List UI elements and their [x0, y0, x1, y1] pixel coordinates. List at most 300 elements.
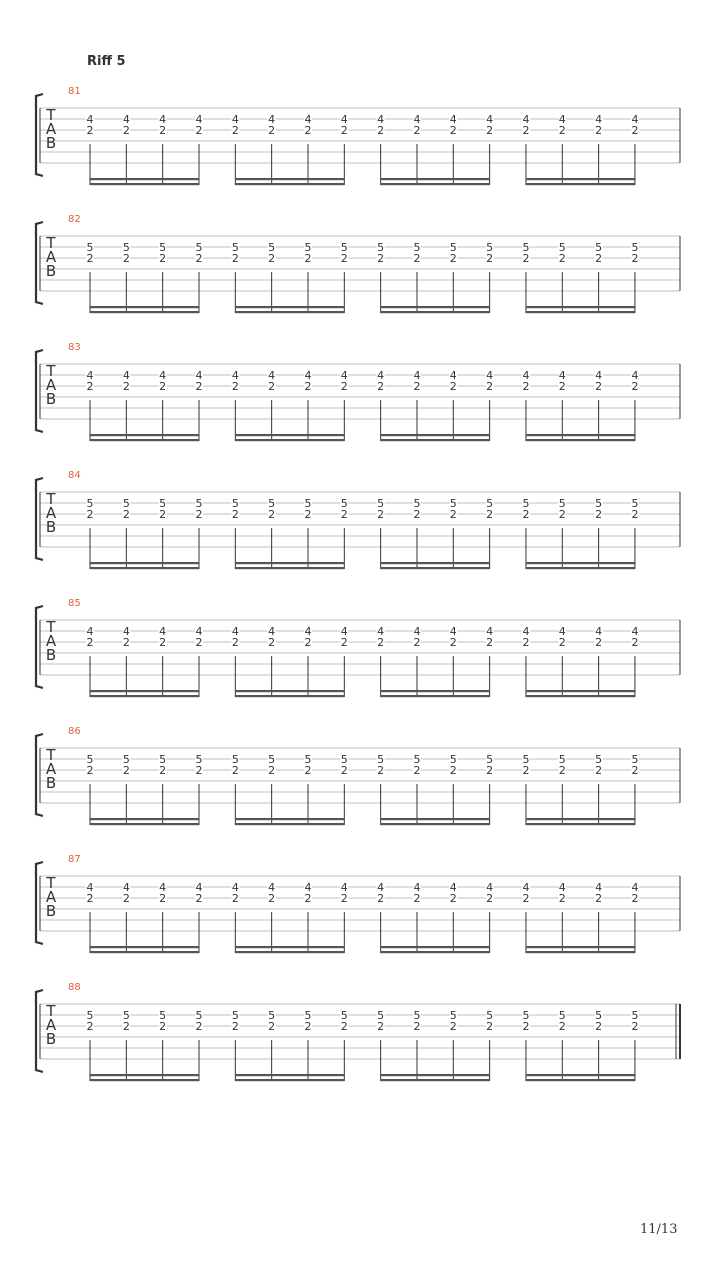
fret-number-bottom: 2 [304, 764, 312, 777]
fret-number-top: 4 [449, 369, 457, 382]
beam [235, 434, 344, 436]
tab-clef-letter: B [45, 262, 57, 280]
beam [235, 690, 344, 692]
fret-number-top: 4 [631, 881, 639, 894]
fret-number-top: 5 [304, 241, 312, 254]
tab-system [0, 598, 720, 708]
fret-number-top: 4 [122, 881, 130, 894]
fret-number-bottom: 2 [413, 764, 421, 777]
fret-number-bottom: 2 [86, 636, 94, 649]
fret-number-bottom: 2 [631, 892, 639, 905]
measure-number: 81 [68, 86, 81, 97]
beam [526, 562, 635, 564]
fret-number-bottom: 2 [304, 252, 312, 265]
fret-number-top: 4 [86, 625, 94, 638]
tab-staff [0, 214, 720, 324]
fret-number-bottom: 2 [377, 380, 385, 393]
fret-number-bottom: 2 [413, 124, 421, 137]
fret-number-bottom: 2 [413, 892, 421, 905]
fret-number-top: 4 [558, 369, 566, 382]
fret-number-bottom: 2 [159, 380, 167, 393]
beam [526, 1079, 635, 1081]
fret-number-top: 4 [558, 881, 566, 894]
fret-number-bottom: 2 [413, 252, 421, 265]
beam [90, 823, 199, 825]
fret-number-bottom: 2 [231, 1020, 239, 1033]
measure-number: 82 [68, 214, 81, 225]
tab-clef-letter: A [45, 120, 57, 138]
tab-clef-letter: T [46, 746, 56, 764]
fret-number-top: 4 [122, 625, 130, 638]
beam [235, 306, 344, 308]
fret-number-top: 5 [558, 497, 566, 510]
fret-number-top: 4 [522, 369, 530, 382]
fret-number-bottom: 2 [340, 252, 348, 265]
tab-clef-letter: A [45, 376, 57, 394]
fret-number-top: 5 [413, 497, 421, 510]
fret-number-top: 4 [231, 113, 239, 126]
beam [235, 567, 344, 569]
tab-system [0, 214, 720, 324]
fret-number-bottom: 2 [159, 124, 167, 137]
fret-number-bottom: 2 [86, 508, 94, 521]
beam [235, 178, 344, 180]
fret-number-top: 5 [195, 1009, 203, 1022]
fret-number-top: 4 [195, 881, 203, 894]
fret-number-bottom: 2 [377, 124, 385, 137]
fret-number-bottom: 2 [159, 636, 167, 649]
fret-number-top: 5 [449, 1009, 457, 1022]
fret-number-bottom: 2 [122, 252, 130, 265]
beam [381, 311, 490, 313]
fret-number-bottom: 2 [304, 508, 312, 521]
fret-number-top: 4 [486, 625, 494, 638]
fret-number-bottom: 2 [377, 892, 385, 905]
fret-number-top: 5 [268, 497, 276, 510]
fret-number-bottom: 2 [558, 508, 566, 521]
fret-number-top: 5 [304, 753, 312, 766]
beam [526, 178, 635, 180]
fret-number-bottom: 2 [231, 636, 239, 649]
fret-number-bottom: 2 [122, 380, 130, 393]
fret-number-bottom: 2 [449, 636, 457, 649]
fret-number-bottom: 2 [558, 380, 566, 393]
fret-number-top: 5 [558, 753, 566, 766]
fret-number-top: 5 [304, 497, 312, 510]
fret-number-bottom: 2 [486, 380, 494, 393]
fret-number-bottom: 2 [522, 508, 530, 521]
fret-number-top: 4 [377, 113, 385, 126]
fret-number-top: 4 [340, 369, 348, 382]
fret-number-top: 4 [522, 625, 530, 638]
fret-number-bottom: 2 [595, 124, 603, 137]
fret-number-top: 5 [377, 753, 385, 766]
beam [381, 951, 490, 953]
fret-number-top: 5 [413, 1009, 421, 1022]
measure-number: 88 [68, 982, 81, 993]
fret-number-top: 5 [195, 497, 203, 510]
fret-number-top: 4 [631, 625, 639, 638]
fret-number-top: 5 [159, 753, 167, 766]
tab-clef-letter: B [45, 774, 57, 792]
fret-number-bottom: 2 [304, 1020, 312, 1033]
fret-number-top: 4 [377, 625, 385, 638]
fret-number-bottom: 2 [522, 636, 530, 649]
fret-number-top: 4 [159, 881, 167, 894]
beam [235, 1074, 344, 1076]
fret-number-top: 4 [595, 881, 603, 894]
fret-number-bottom: 2 [304, 636, 312, 649]
fret-number-bottom: 2 [595, 764, 603, 777]
fret-number-bottom: 2 [159, 764, 167, 777]
beam [90, 183, 199, 185]
fret-number-bottom: 2 [268, 636, 276, 649]
fret-number-top: 5 [159, 1009, 167, 1022]
fret-number-top: 5 [122, 753, 130, 766]
tab-clef-letter: T [46, 618, 56, 636]
tab-clef-letter: A [45, 248, 57, 266]
fret-number-bottom: 2 [631, 508, 639, 521]
beam [235, 695, 344, 697]
fret-number-bottom: 2 [268, 1020, 276, 1033]
fret-number-top: 5 [122, 1009, 130, 1022]
fret-number-bottom: 2 [413, 1020, 421, 1033]
fret-number-top: 5 [268, 241, 276, 254]
fret-number-bottom: 2 [522, 892, 530, 905]
fret-number-bottom: 2 [268, 892, 276, 905]
fret-number-bottom: 2 [486, 508, 494, 521]
fret-number-bottom: 2 [122, 764, 130, 777]
fret-number-bottom: 2 [631, 252, 639, 265]
beam [90, 946, 199, 948]
beam [526, 690, 635, 692]
fret-number-bottom: 2 [86, 764, 94, 777]
fret-number-top: 4 [268, 881, 276, 894]
fret-number-top: 5 [595, 753, 603, 766]
beam [526, 439, 635, 441]
tab-clef-letter: T [46, 490, 56, 508]
fret-number-top: 4 [231, 881, 239, 894]
fret-number-top: 5 [340, 241, 348, 254]
fret-number-top: 5 [268, 753, 276, 766]
fret-number-bottom: 2 [449, 508, 457, 521]
fret-number-bottom: 2 [195, 252, 203, 265]
fret-number-bottom: 2 [231, 252, 239, 265]
tab-system [0, 726, 720, 836]
tab-staff [0, 86, 720, 196]
fret-number-top: 5 [377, 1009, 385, 1022]
beam [235, 183, 344, 185]
fret-number-bottom: 2 [340, 892, 348, 905]
fret-number-top: 4 [449, 113, 457, 126]
fret-number-bottom: 2 [413, 508, 421, 521]
fret-number-bottom: 2 [231, 380, 239, 393]
measure-number: 85 [68, 598, 81, 609]
fret-number-bottom: 2 [595, 508, 603, 521]
fret-number-bottom: 2 [413, 636, 421, 649]
fret-number-top: 5 [377, 497, 385, 510]
fret-number-top: 4 [522, 881, 530, 894]
fret-number-bottom: 2 [631, 636, 639, 649]
fret-number-top: 5 [486, 1009, 494, 1022]
fret-number-bottom: 2 [558, 1020, 566, 1033]
fret-number-bottom: 2 [558, 636, 566, 649]
tab-staff [0, 470, 720, 580]
fret-number-top: 4 [268, 625, 276, 638]
tab-clef-letter: B [45, 390, 57, 408]
fret-number-bottom: 2 [304, 380, 312, 393]
fret-number-bottom: 2 [449, 252, 457, 265]
fret-number-bottom: 2 [631, 1020, 639, 1033]
measure-number: 83 [68, 342, 81, 353]
fret-number-top: 4 [195, 369, 203, 382]
beam [526, 818, 635, 820]
fret-number-top: 4 [486, 881, 494, 894]
fret-number-top: 5 [522, 753, 530, 766]
fret-number-top: 4 [268, 369, 276, 382]
fret-number-bottom: 2 [449, 1020, 457, 1033]
beam [381, 567, 490, 569]
tab-system [0, 470, 720, 580]
beam [381, 183, 490, 185]
fret-number-bottom: 2 [268, 764, 276, 777]
beam [381, 562, 490, 564]
beam [90, 695, 199, 697]
fret-number-bottom: 2 [595, 1020, 603, 1033]
fret-number-top: 4 [558, 113, 566, 126]
fret-number-top: 4 [86, 881, 94, 894]
fret-number-top: 4 [413, 625, 421, 638]
fret-number-top: 5 [195, 753, 203, 766]
fret-number-bottom: 2 [195, 636, 203, 649]
fret-number-bottom: 2 [631, 764, 639, 777]
fret-number-top: 5 [159, 497, 167, 510]
fret-number-bottom: 2 [268, 252, 276, 265]
tab-clef-letter: A [45, 760, 57, 778]
tab-staff [0, 726, 720, 836]
fret-number-bottom: 2 [377, 508, 385, 521]
fret-number-top: 5 [449, 241, 457, 254]
fret-number-top: 5 [631, 753, 639, 766]
beam [381, 1079, 490, 1081]
fret-number-bottom: 2 [122, 892, 130, 905]
fret-number-bottom: 2 [486, 892, 494, 905]
beam [90, 178, 199, 180]
beam [90, 1074, 199, 1076]
fret-number-bottom: 2 [377, 764, 385, 777]
fret-number-top: 5 [595, 497, 603, 510]
fret-number-bottom: 2 [631, 380, 639, 393]
fret-number-bottom: 2 [340, 124, 348, 137]
beam [90, 311, 199, 313]
fret-number-top: 4 [122, 369, 130, 382]
tab-clef-letter: A [45, 504, 57, 522]
fret-number-top: 5 [377, 241, 385, 254]
beam [90, 567, 199, 569]
beam [526, 311, 635, 313]
fret-number-bottom: 2 [522, 764, 530, 777]
fret-number-top: 4 [231, 625, 239, 638]
tab-clef-letter: A [45, 888, 57, 906]
fret-number-bottom: 2 [486, 764, 494, 777]
fret-number-top: 5 [486, 497, 494, 510]
fret-number-bottom: 2 [449, 124, 457, 137]
fret-number-top: 5 [86, 1009, 94, 1022]
fret-number-top: 4 [631, 369, 639, 382]
fret-number-bottom: 2 [268, 508, 276, 521]
fret-number-bottom: 2 [558, 892, 566, 905]
fret-number-bottom: 2 [522, 124, 530, 137]
fret-number-bottom: 2 [86, 892, 94, 905]
fret-number-bottom: 2 [558, 124, 566, 137]
fret-number-top: 5 [522, 497, 530, 510]
fret-number-top: 5 [340, 1009, 348, 1022]
fret-number-bottom: 2 [195, 1020, 203, 1033]
tab-clef-letter: B [45, 518, 57, 536]
beam [526, 951, 635, 953]
fret-number-bottom: 2 [522, 252, 530, 265]
beam [526, 695, 635, 697]
fret-number-top: 4 [231, 369, 239, 382]
fret-number-top: 4 [486, 113, 494, 126]
fret-number-bottom: 2 [195, 380, 203, 393]
beam [526, 183, 635, 185]
fret-number-top: 5 [122, 241, 130, 254]
fret-number-top: 4 [268, 113, 276, 126]
beam [90, 690, 199, 692]
fret-number-top: 4 [595, 369, 603, 382]
beam [526, 823, 635, 825]
beam [235, 439, 344, 441]
fret-number-bottom: 2 [449, 764, 457, 777]
fret-number-bottom: 2 [122, 636, 130, 649]
fret-number-top: 4 [377, 881, 385, 894]
fret-number-bottom: 2 [195, 124, 203, 137]
tab-clef-letter: T [46, 362, 56, 380]
tab-system [0, 86, 720, 196]
fret-number-top: 5 [231, 241, 239, 254]
fret-number-bottom: 2 [340, 508, 348, 521]
fret-number-top: 5 [340, 497, 348, 510]
fret-number-bottom: 2 [449, 892, 457, 905]
beam [235, 946, 344, 948]
measure-number: 87 [68, 854, 81, 865]
fret-number-bottom: 2 [377, 1020, 385, 1033]
beam [381, 434, 490, 436]
fret-number-top: 5 [340, 753, 348, 766]
fret-number-bottom: 2 [377, 636, 385, 649]
beam [381, 1074, 490, 1076]
fret-number-top: 5 [195, 241, 203, 254]
beam [526, 1074, 635, 1076]
tab-clef-letter: T [46, 106, 56, 124]
fret-number-top: 4 [486, 369, 494, 382]
fret-number-top: 5 [486, 753, 494, 766]
beam [235, 562, 344, 564]
fret-number-top: 5 [595, 1009, 603, 1022]
fret-number-top: 4 [413, 369, 421, 382]
fret-number-top: 4 [413, 881, 421, 894]
fret-number-top: 5 [558, 1009, 566, 1022]
fret-number-top: 4 [195, 113, 203, 126]
tab-clef-letter: A [45, 1016, 57, 1034]
fret-number-top: 4 [195, 625, 203, 638]
fret-number-top: 4 [86, 369, 94, 382]
fret-number-top: 5 [449, 497, 457, 510]
fret-number-top: 4 [595, 625, 603, 638]
fret-number-bottom: 2 [558, 764, 566, 777]
beam [381, 818, 490, 820]
fret-number-bottom: 2 [86, 380, 94, 393]
fret-number-top: 5 [159, 241, 167, 254]
beam [235, 823, 344, 825]
fret-number-top: 4 [304, 369, 312, 382]
tab-system [0, 342, 720, 452]
fret-number-top: 4 [86, 113, 94, 126]
fret-number-bottom: 2 [268, 380, 276, 393]
fret-number-bottom: 2 [304, 892, 312, 905]
tab-clef-letter: T [46, 874, 56, 892]
fret-number-bottom: 2 [122, 508, 130, 521]
fret-number-bottom: 2 [159, 892, 167, 905]
beam [90, 439, 199, 441]
fret-number-bottom: 2 [595, 892, 603, 905]
fret-number-top: 5 [231, 1009, 239, 1022]
fret-number-bottom: 2 [595, 252, 603, 265]
fret-number-bottom: 2 [377, 252, 385, 265]
beam [235, 311, 344, 313]
fret-number-bottom: 2 [195, 508, 203, 521]
fret-number-bottom: 2 [304, 124, 312, 137]
fret-number-bottom: 2 [595, 636, 603, 649]
beam [381, 823, 490, 825]
fret-number-top: 4 [159, 369, 167, 382]
fret-number-bottom: 2 [231, 764, 239, 777]
fret-number-bottom: 2 [631, 124, 639, 137]
fret-number-bottom: 2 [231, 508, 239, 521]
fret-number-top: 4 [304, 881, 312, 894]
fret-number-bottom: 2 [86, 252, 94, 265]
beam [381, 695, 490, 697]
fret-number-bottom: 2 [413, 380, 421, 393]
tab-staff [0, 854, 720, 964]
fret-number-top: 4 [595, 113, 603, 126]
fret-number-top: 4 [340, 881, 348, 894]
tab-clef-letter: B [45, 902, 57, 920]
beam [381, 439, 490, 441]
fret-number-bottom: 2 [595, 380, 603, 393]
beam [381, 178, 490, 180]
beam [235, 818, 344, 820]
tab-clef-letter: B [45, 1030, 57, 1048]
beam [90, 562, 199, 564]
beam [381, 946, 490, 948]
beam [381, 306, 490, 308]
beam [90, 818, 199, 820]
fret-number-top: 5 [522, 1009, 530, 1022]
fret-number-top: 5 [268, 1009, 276, 1022]
fret-number-bottom: 2 [486, 1020, 494, 1033]
tab-system [0, 982, 720, 1092]
beam [526, 434, 635, 436]
page-number: 11/13 [640, 1222, 678, 1237]
fret-number-top: 5 [86, 241, 94, 254]
fret-number-bottom: 2 [195, 764, 203, 777]
beam [90, 1079, 199, 1081]
tab-staff [0, 342, 720, 452]
tab-system [0, 854, 720, 964]
fret-number-bottom: 2 [159, 508, 167, 521]
